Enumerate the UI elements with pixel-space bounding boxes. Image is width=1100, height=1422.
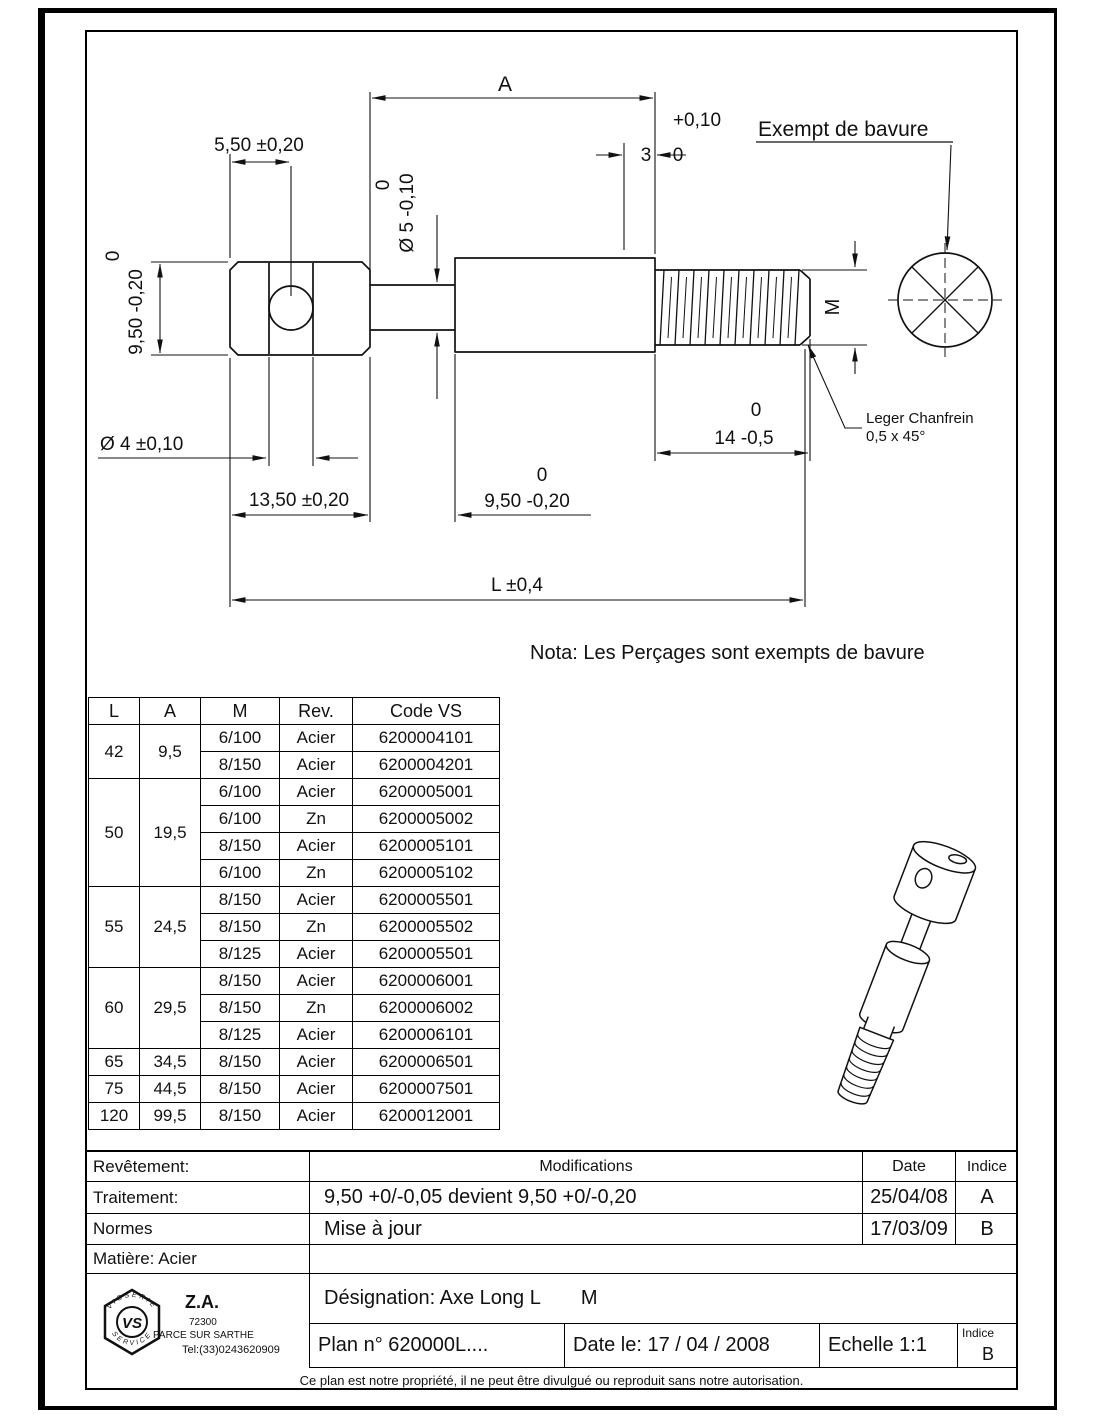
designation-m: M — [580, 1287, 598, 1309]
label-dim-14: 14 -0,5 — [714, 428, 774, 449]
cell-l: 75 — [89, 1076, 140, 1103]
mods-empty-strip — [310, 1245, 1018, 1274]
cell-m: 8/150 — [201, 1103, 280, 1130]
dimension-lines — [98, 92, 953, 607]
cell-m: 6/100 — [201, 725, 280, 752]
cell-a: 19,5 — [140, 779, 201, 887]
cell-code: 6200005101 — [353, 833, 500, 860]
cell-a: 99,5 — [140, 1103, 201, 1130]
header-indice: Indice — [955, 1152, 1018, 1182]
cell-a: 44,5 — [140, 1076, 201, 1103]
cell-m: 8/125 — [201, 941, 280, 968]
table-row — [89, 779, 500, 806]
cell-m: 8/150 — [201, 1049, 280, 1076]
cell-rev: Zn — [280, 860, 353, 887]
label-dia95-upper: 0 — [103, 250, 124, 262]
cell-l: 42 — [89, 725, 140, 779]
cell-l: 120 — [89, 1103, 140, 1130]
table-row — [89, 1049, 500, 1076]
label-dim-L: L ±0,4 — [491, 575, 543, 596]
cell-code: 6200005501 — [353, 941, 500, 968]
company-za: Z.A. — [185, 1292, 219, 1312]
label-dim-14-upper: 0 — [750, 400, 762, 421]
cell-m: 6/100 — [201, 806, 280, 833]
label-dim-1350: 13,50 ±0,20 — [248, 490, 350, 511]
cell-rev: Zn — [280, 995, 353, 1022]
company-logo-cell — [85, 1274, 310, 1368]
cell-m: 8/150 — [201, 752, 280, 779]
cell-rev: Acier — [280, 1076, 353, 1103]
cell-l: 55 — [89, 887, 140, 968]
cell-rev: Acier — [280, 752, 353, 779]
label-dim-M: M — [822, 298, 844, 316]
cell-code: 6200006001 — [353, 968, 500, 995]
title-block — [85, 1150, 1018, 1390]
table-row — [89, 725, 500, 752]
cell-rev: Acier — [280, 887, 353, 914]
cell-code: 6200005001 — [353, 779, 500, 806]
parts-table-body — [89, 725, 500, 1130]
company-zip: 72300 — [189, 1317, 217, 1328]
cell-code: 6200007501 — [353, 1076, 500, 1103]
cell-m: 8/150 — [201, 1076, 280, 1103]
thread-section — [660, 270, 799, 345]
logo-ring-top: VISSERIE — [106, 1291, 158, 1311]
mod-row-a-date: 25/04/08 — [862, 1182, 955, 1214]
field-revetement: Revêtement: — [85, 1152, 310, 1182]
table-row — [89, 1103, 500, 1130]
indice-box — [958, 1324, 1018, 1368]
cell-code: 6200005002 — [353, 806, 500, 833]
property-notice: Ce plan est notre propriété, il ne peut être divulgué ou reproduit sans notre autorisation. — [299, 1372, 804, 1388]
nota-text: Nota: Les Perçages sont exempts de bavure — [530, 642, 925, 664]
cell-code: 6200005502 — [353, 914, 500, 941]
cell-a: 9,5 — [140, 725, 201, 779]
cell-m: 8/150 — [201, 833, 280, 860]
cell-rev: Acier — [280, 1022, 353, 1049]
cell-rev: Acier — [280, 725, 353, 752]
cell-rev: Zn — [280, 806, 353, 833]
cell-code: 6200012001 — [353, 1103, 500, 1130]
cell-m: 8/150 — [201, 887, 280, 914]
cell-rev: Acier — [280, 941, 353, 968]
cell-m: 8/125 — [201, 1022, 280, 1049]
dimension-labels — [100, 73, 974, 596]
cell-code: 6200006101 — [353, 1022, 500, 1049]
header-l: L — [89, 698, 140, 725]
cell-l: 50 — [89, 779, 140, 887]
header-code: Code VS — [353, 698, 500, 725]
company-city: PARCE SUR SARTHE — [153, 1330, 254, 1341]
label-exempt-bavure: Exempt de bavure — [758, 118, 929, 141]
label-dim-3-upper: +0,10 — [672, 110, 722, 131]
label-dia95: 9,50 -0,20 — [126, 269, 147, 355]
cell-m: 6/100 — [201, 779, 280, 806]
cell-code: 6200004201 — [353, 752, 500, 779]
designation-text: Désignation: Axe Long L — [324, 1287, 541, 1309]
cell-rev: Acier — [280, 1103, 353, 1130]
table-row — [89, 887, 500, 914]
parts-table — [88, 697, 500, 1130]
header-m: M — [201, 698, 280, 725]
mod-row-b-indice: B — [955, 1214, 1018, 1245]
end-circular-view — [888, 243, 1002, 357]
label-dim-3: 3 — [640, 145, 652, 166]
label-dim-3-lower: 0 — [672, 145, 684, 166]
cell-a: 24,5 — [140, 887, 201, 968]
cell-l: 65 — [89, 1049, 140, 1076]
label-dim-550: 5,50 ±0,20 — [214, 135, 304, 156]
logo-monogram: VS — [121, 1315, 143, 1332]
drawing-date: Date le: 17 / 04 / 2008 — [565, 1324, 820, 1368]
logo-ring-bottom: SERVICE — [110, 1330, 154, 1348]
cell-code: 6200004101 — [353, 725, 500, 752]
label-dia5-upper: 0 — [373, 179, 394, 191]
mod-row-a-text: 9,50 +0/-0,05 devient 9,50 +0/-0,20 — [310, 1182, 862, 1214]
shaft-side-view — [230, 258, 810, 355]
shaft-drawing — [0, 0, 1100, 690]
header-modifications: Modifications — [310, 1152, 862, 1182]
cell-code: 6200006002 — [353, 995, 500, 1022]
header-a: A — [140, 698, 201, 725]
indice-box-label: Indice — [962, 1326, 995, 1340]
cell-m: 6/100 — [201, 860, 280, 887]
cell-m: 8/150 — [201, 914, 280, 941]
company-tel: Tel:(33)0243620909 — [182, 1344, 280, 1356]
cell-rev: Acier — [280, 1049, 353, 1076]
table-row — [89, 968, 500, 995]
cell-rev: Acier — [280, 968, 353, 995]
cell-a: 29,5 — [140, 968, 201, 1049]
plan-number: Plan n° 620000L.... — [310, 1324, 565, 1368]
isometric-view — [830, 830, 1060, 1140]
label-dim-950-upper: 0 — [536, 465, 548, 486]
label-chanfrein-1: Leger Chanfrein — [866, 410, 974, 427]
cell-rev: Acier — [280, 833, 353, 860]
cell-code: 6200005102 — [353, 860, 500, 887]
cell-rev: Acier — [280, 779, 353, 806]
label-dia5: Ø 5 -0,10 — [397, 173, 418, 253]
mod-row-b-date: 17/03/09 — [862, 1214, 955, 1245]
vs-logo — [97, 1286, 167, 1356]
scale: Echelle 1:1 — [820, 1324, 958, 1368]
cell-rev: Zn — [280, 914, 353, 941]
cell-code: 6200005501 — [353, 887, 500, 914]
field-traitement: Traitement: — [85, 1182, 310, 1214]
label-dim-a: A — [497, 73, 513, 96]
cell-code: 6200006501 — [353, 1049, 500, 1076]
mod-row-a-indice: A — [955, 1182, 1018, 1214]
field-matiere: Matière: Acier — [85, 1245, 310, 1274]
header-date: Date — [862, 1152, 955, 1182]
table-header-row — [89, 698, 500, 725]
label-dia4: Ø 4 ±0,10 — [100, 434, 184, 455]
indice-box-value: B — [982, 1344, 995, 1364]
header-rev: Rev. — [280, 698, 353, 725]
cell-l: 60 — [89, 968, 140, 1049]
mod-row-b-text: Mise à jour — [310, 1214, 862, 1245]
field-normes: Normes — [85, 1214, 310, 1245]
table-row — [89, 1076, 500, 1103]
label-dim-950: 9,50 -0,20 — [484, 491, 570, 512]
cell-m: 8/150 — [201, 995, 280, 1022]
label-chanfrein-2: 0,5 x 45° — [866, 428, 926, 445]
cell-m: 8/150 — [201, 968, 280, 995]
cell-a: 34,5 — [140, 1049, 201, 1076]
